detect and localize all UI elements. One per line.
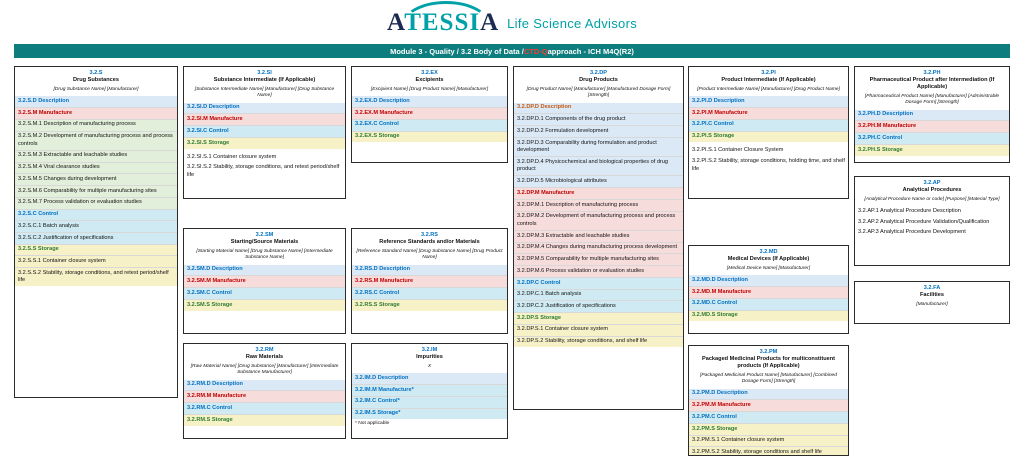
box-title-starting-materials — [184, 229, 345, 248]
box-reference-standards — [351, 228, 508, 334]
box-title-impurities — [352, 344, 507, 363]
row-ph-s[interactable]: 3.2.PH.S Storage — [855, 144, 1009, 156]
rows-impurities — [352, 373, 507, 427]
box-starting-materials — [183, 228, 346, 334]
box-title-raw-materials — [184, 344, 345, 363]
row-dp-m3[interactable]: 3.2.DP.M.3 Extractable and leachable studies — [514, 230, 683, 242]
box-sub-substance-intermediate: [Substance Intermediate Name] [Manufacturer] [Drug Substance Name] — [194, 86, 335, 99]
row-sm-c[interactable]: 3.2.SM.C Control — [184, 287, 345, 299]
row-dp-s[interactable]: 3.2.DP.S Storage — [514, 312, 683, 324]
row-si-c[interactable]: 3.2.SI.C Control — [184, 125, 345, 137]
box-sub-analytical-procedures: [Analytical Procedure Name or code] [Purpose] [Material Type] — [864, 196, 1000, 202]
row-ap-1[interactable]: 3.2.AP.1 Analytical Procedure Description — [855, 206, 1009, 217]
box-label-substance-intermediate: Substance Intermediate (If Applicable) — [213, 76, 316, 83]
row-ds-c1[interactable]: 3.2.S.C.1 Batch analysis — [15, 220, 177, 232]
box-label-analytical-procedures: Analytical Procedures — [902, 186, 962, 193]
box-title-reference-standards — [352, 229, 507, 248]
box-sub-raw-materials: [Raw Material Name] [Drug Substance] [Manufacturer] [Intermediate Substance Manufacturer] — [190, 363, 339, 376]
logo-text-a1: A — [386, 9, 405, 36]
rows-drug-products — [514, 103, 683, 348]
row-pi-s[interactable]: 3.2.PI.S Storage — [689, 131, 848, 143]
row-md-c[interactable]: 3.2.MD.C Control — [689, 298, 848, 310]
row-ds-m1[interactable]: 3.2.S.M.1 Description of manufacturing process — [15, 119, 177, 131]
brand-logo — [0, 4, 1024, 42]
row-dp-m[interactable]: 3.2.DP.M Manufacture — [514, 187, 683, 199]
row-ds-m[interactable]: 3.2.S.M Manufacture — [15, 107, 177, 119]
box-sub-drug-substance: [Drug Substance Name] [Manufacturer] — [53, 86, 139, 92]
row-pm-d[interactable]: 3.2.PM.D Description — [689, 389, 848, 400]
box-label-packaged-medicinal: Packaged Medicinal Products for multiconstituent products (If Applicable) — [701, 355, 836, 369]
row-rs-c[interactable]: 3.2.RS.C Control — [352, 287, 507, 299]
rows-packaged-medicinal — [689, 389, 848, 456]
box-analytical-procedures — [854, 176, 1010, 266]
row-ph-m[interactable]: 3.2.PH.M Manufacture — [855, 120, 1009, 132]
row-ds-m4[interactable]: 3.2.S.M.4 Viral clearance studies — [15, 162, 177, 174]
box-drug-substance — [14, 66, 178, 398]
box-pharmaceutical-product — [854, 66, 1010, 163]
box-title-substance-intermediate — [184, 67, 345, 86]
row-ex-s[interactable]: 3.2.EX.S Storage — [352, 131, 507, 143]
box-label-starting-materials: Starting/Source Materials — [230, 238, 299, 245]
row-ds-m2[interactable]: 3.2.S.M.2 Development of manufacturing process and process controls — [15, 131, 177, 150]
row-ex-m[interactable]: 3.2.EX.M Manufacture — [352, 107, 507, 119]
row-ds-s[interactable]: 3.2.S.S Storage — [15, 244, 177, 256]
box-sub-drug-products: [Drug Product Name] [Manufacturer] [Manufactured Dosage Form] [Strength] — [526, 86, 671, 99]
row-dp-m5[interactable]: 3.2.DP.M.5 Comparability for multiple manufacturing sites — [514, 253, 683, 265]
row-sm-d[interactable]: 3.2.SM.D Description — [184, 265, 345, 276]
row-pm-m[interactable]: 3.2.PM.M Manufacture — [689, 399, 848, 411]
row-dp-m2[interactable]: 3.2.DP.M.2 Development of manufacturing process and process controls — [514, 211, 683, 230]
row-dp-m4[interactable]: 3.2.DP.M.4 Changes during manufacturing process development — [514, 242, 683, 254]
row-md-m[interactable]: 3.2.MD.M Manufacture — [689, 286, 848, 298]
box-title-packaged-medicinal — [689, 346, 848, 372]
box-num-drug-products: 3.2.DP — [589, 70, 608, 76]
row-pm-s1[interactable]: 3.2.PM.S.1 Container closure system — [689, 435, 848, 447]
row-dp-s1[interactable]: 3.2.DP.S.1 Container closure system — [514, 324, 683, 336]
box-num-analytical-procedures: 3.2.AP — [923, 180, 941, 186]
row-dp-d1[interactable]: 3.2.DP.D.1 Components of the drug product — [514, 113, 683, 125]
row-im-d[interactable]: 3.2.IM.D Description — [352, 373, 507, 384]
rows-reference-standards — [352, 265, 507, 311]
box-num-packaged-medicinal: 3.2.PM — [759, 349, 778, 355]
rows-pharmaceutical-product — [855, 110, 1009, 156]
box-title-drug-products — [514, 67, 683, 86]
box-excipients — [351, 66, 508, 163]
row-ds-c2[interactable]: 3.2.S.C.2 Justification of specifications — [15, 232, 177, 244]
rows-medical-devices — [689, 275, 848, 321]
row-rm-s[interactable]: 3.2.RM.S Storage — [184, 414, 345, 426]
row-pm-s2[interactable]: 3.2.PM.S.2 Stability, storage conditions and shelf life — [689, 446, 848, 456]
row-pm-c[interactable]: 3.2.PM.C Control — [689, 411, 848, 423]
box-title-excipients — [352, 67, 507, 86]
box-num-substance-intermediate: 3.2.SI — [257, 70, 272, 76]
logo-text-accent: TESSI — [404, 9, 481, 36]
box-substance-intermediate — [183, 66, 346, 199]
row-im-m[interactable]: 3.2.IM.M Manufacture* — [352, 384, 507, 396]
box-sub-excipients: [Excipient Name] [Drug Product Name] [Manufacturer] — [370, 86, 489, 92]
box-title-analytical-procedures — [855, 177, 1009, 196]
box-num-raw-materials: 3.2.RM — [255, 347, 274, 353]
row-im-s[interactable]: 3.2.IM.S Storage* — [352, 408, 507, 420]
box-sub-starting-materials: [Starting Material Name] [Drug Substance Name] [Intermediate Substance Name] — [196, 248, 333, 261]
row-rs-m[interactable]: 3.2.RS.M Manufacture — [352, 275, 507, 287]
row-rm-m[interactable]: 3.2.RM.M Manufacture — [184, 390, 345, 402]
logo-wordmark — [387, 9, 499, 37]
box-num-medical-devices: 3.2.MD — [759, 249, 778, 255]
box-title-drug-substance — [15, 67, 177, 86]
row-ds-c[interactable]: 3.2.S.C Control — [15, 209, 177, 221]
box-label-medical-devices: Medical Devices (If Applicable) — [727, 255, 810, 262]
box-title-pharmaceutical-product — [855, 67, 1009, 93]
row-dp-d[interactable]: 3.2.DP.D Description — [514, 103, 683, 114]
row-im-c[interactable]: 3.2.IM.C Control* — [352, 396, 507, 408]
logo-arc-icon — [401, 1, 491, 26]
impurities-footnote: * Not applicable — [355, 420, 390, 426]
box-facilities — [854, 281, 1010, 324]
box-title-medical-devices — [689, 246, 848, 265]
row-dp-d2[interactable]: 3.2.DP.D.2 Formulation development — [514, 125, 683, 137]
row-si-s1[interactable]: 3.2.SI.S.1 Container closure system — [184, 149, 345, 163]
box-num-facilities: 3.2.FA — [923, 285, 941, 291]
title-highlight: CTD-Q — [523, 46, 548, 56]
box-sub-product-intermediate: [Product Intermediate Name] [Manufacturer] [Drug Product Name] — [697, 86, 840, 92]
box-title-facilities — [855, 282, 1009, 301]
row-ds-s2[interactable]: 3.2.S.S.2 Stability, storage conditions, and retest period/shelf life — [15, 267, 177, 286]
title-after: approach - ICH M4Q(R2) — [547, 46, 634, 56]
rows-analytical-procedures — [855, 206, 1009, 238]
row-dp-c[interactable]: 3.2.DP.C Control — [514, 277, 683, 289]
row-dp-c2[interactable]: 3.2.DP.C.2 Justification of specifications — [514, 300, 683, 312]
row-pi-m[interactable]: 3.2.PI.M Manufacture — [689, 107, 848, 119]
box-label-drug-products: Drug Products — [579, 76, 618, 83]
box-label-reference-standards: Reference Standards and/or Materials — [379, 238, 480, 245]
row-rm-c[interactable]: 3.2.RM.C Control — [184, 402, 345, 414]
row-ds-m7[interactable]: 3.2.S.M.7 Process validation or evaluation studies — [15, 197, 177, 209]
row-dp-d5[interactable]: 3.2.DP.D.5 Microbiological attributes — [514, 175, 683, 187]
row-dp-d3[interactable]: 3.2.DP.D.3 Comparability during formulation and product development — [514, 137, 683, 156]
row-md-d[interactable]: 3.2.MD.D Description — [689, 275, 848, 286]
row-ds-m3[interactable]: 3.2.S.M.3 Extractable and leachable studies — [15, 150, 177, 162]
box-label-raw-materials: Raw Materials — [245, 353, 284, 360]
row-ap-2[interactable]: 3.2.AP.2 Analytical Procedure Validation/Qualification — [855, 217, 1009, 228]
box-label-facilities: Facilities — [920, 291, 944, 298]
rows-product-intermediate — [689, 96, 848, 174]
row-sm-m[interactable]: 3.2.SM.M Manufacture — [184, 275, 345, 287]
row-dp-s2[interactable]: 3.2.DP.S.2 Stability, storage conditions, and shelf life — [514, 336, 683, 348]
rows-drug-substance — [15, 96, 177, 286]
row-dp-c1[interactable]: 3.2.DP.C.1 Batch analysis — [514, 289, 683, 301]
box-label-impurities: Impurities — [416, 353, 443, 360]
box-num-starting-materials: 3.2.SM — [255, 232, 274, 238]
row-pi-s1[interactable]: 3.2.PI.S.1 Container Closure System — [689, 142, 848, 156]
box-title-product-intermediate — [689, 67, 848, 86]
box-packaged-medicinal — [688, 345, 849, 456]
box-sub-medical-devices: [Medical Device Name] [Manufacturer] — [726, 265, 811, 271]
row-si-s2[interactable]: 3.2.SI.S.2 Stability, storage conditions, and retest period/shelf life — [184, 163, 345, 181]
row-ex-d[interactable]: 3.2.EX.D Description — [352, 96, 507, 107]
row-ds-s1[interactable]: 3.2.S.S.1 Container closure system — [15, 255, 177, 267]
box-product-intermediate — [688, 66, 849, 199]
box-drug-products — [513, 66, 684, 410]
row-pi-c[interactable]: 3.2.PI.C Control — [689, 119, 848, 131]
box-sub-packaged-medicinal: [Packaged Medicinal Product Name] [Manufacturer] [Combined Dosage Form] [Strength] — [699, 372, 837, 385]
row-pi-d[interactable]: 3.2.PI.D Description — [689, 96, 848, 107]
row-si-m[interactable]: 3.2.SI.M Manufacture — [184, 113, 345, 125]
box-sub-reference-standards: [Reference Standard Name] [Drug Substance Name] [Drug Product Name] — [356, 248, 503, 261]
row-si-s[interactable]: 3.2.SI.S Storage — [184, 137, 345, 149]
box-label-excipients: Excipients — [415, 76, 444, 83]
row-ds-m5[interactable]: 3.2.S.M.5 Changes during development — [15, 173, 177, 185]
row-ds-m6[interactable]: 3.2.S.M.6 Comparability for multiple manufacturing sites — [15, 185, 177, 197]
box-sub-facilities: [Manufacturer] — [916, 301, 948, 307]
box-impurities — [351, 343, 508, 439]
row-dp-m1[interactable]: 3.2.DP.M.1 Description of manufacturing process — [514, 199, 683, 211]
row-md-s[interactable]: 3.2.MD.S Storage — [689, 310, 848, 322]
box-num-product-intermediate: 3.2.PI — [761, 70, 776, 76]
box-num-reference-standards: 3.2.RS — [420, 232, 439, 238]
box-sub-impurities: X — [427, 363, 432, 369]
rows-raw-materials — [184, 380, 345, 426]
box-sub-pharmaceutical-product: [Pharmaceutical Product Name] [Manufacturer] [Administrable Dosage Form] [Strength] — [864, 93, 1000, 106]
row-dp-d4[interactable]: 3.2.DP.D.4 Physicochemical and biological properties of drug product — [514, 156, 683, 175]
logo-text-a2: A — [480, 9, 500, 36]
row-rs-d[interactable]: 3.2.RS.D Description — [352, 265, 507, 276]
title-before: Module 3 - Quality / 3.2 Body of Data / — [390, 46, 524, 56]
box-num-excipients: 3.2.EX — [421, 70, 438, 76]
row-ex-c[interactable]: 3.2.EX.C Control — [352, 119, 507, 131]
rows-substance-intermediate — [184, 103, 345, 181]
rows-excipients — [352, 96, 507, 142]
row-rs-s[interactable]: 3.2.RS.S Storage — [352, 299, 507, 311]
row-ph-c[interactable]: 3.2.PH.C Control — [855, 132, 1009, 144]
rows-starting-materials — [184, 265, 345, 311]
box-raw-materials — [183, 343, 346, 439]
box-medical-devices — [688, 245, 849, 334]
box-label-drug-substance: Drug Substances — [72, 76, 119, 83]
box-label-pharmaceutical-product: Pharmaceutical Product after Intermediation (If Applicable) — [869, 76, 995, 90]
box-label-product-intermediate: Product Intermediate (If Applicable) — [721, 76, 816, 83]
row-rm-d[interactable]: 3.2.RM.D Description — [184, 380, 345, 391]
row-ph-d[interactable]: 3.2.PH.D Description — [855, 110, 1009, 121]
row-si-d[interactable]: 3.2.SI.D Description — [184, 103, 345, 114]
row-dp-m6[interactable]: 3.2.DP.M.6 Process validation or evaluation studies — [514, 265, 683, 277]
row-sm-s[interactable]: 3.2.SM.S Storage — [184, 299, 345, 311]
box-num-pharmaceutical-product: 3.2.PH — [923, 70, 941, 76]
row-pm-s[interactable]: 3.2.PM.S Storage — [689, 423, 848, 435]
row-pi-s2[interactable]: 3.2.PI.S.2 Stability, storage conditions, holding time, and shelf life — [689, 156, 848, 174]
box-num-drug-substance: 3.2.S — [89, 70, 103, 76]
logo-tagline: Life Science Advisors — [507, 15, 638, 31]
box-num-impurities: 3.2.IM — [421, 347, 438, 353]
row-ds-d[interactable]: 3.2.S.D Description — [15, 96, 177, 107]
row-ap-3[interactable]: 3.2.AP.3 Analytical Procedure Development — [855, 228, 1009, 239]
diagram-title-band — [14, 44, 1010, 58]
